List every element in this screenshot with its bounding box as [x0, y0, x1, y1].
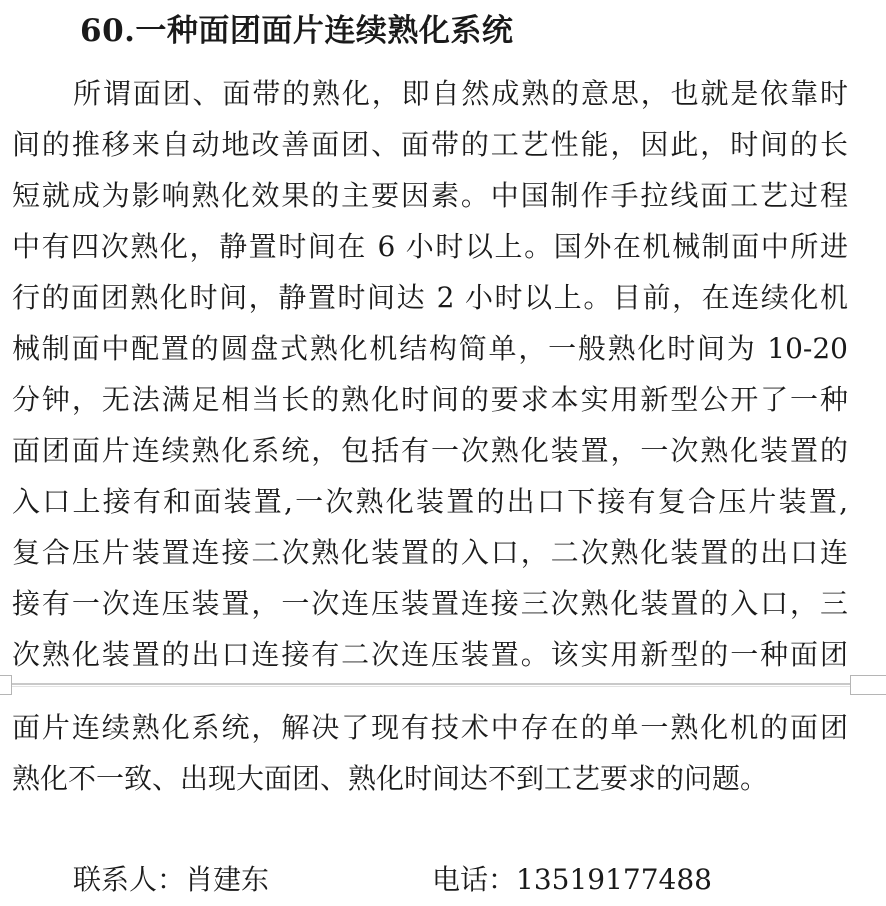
contact-person: 联系人：肖建东	[73, 863, 270, 896]
paragraph-line: 熟化不一致、出现大面团、熟化时间达不到工艺要求的问题。	[12, 762, 769, 795]
document-title: 60.一种面团面片连续熟化系统	[80, 13, 514, 49]
paragraph-line: 械制面中配置的圆盘式熟化机结构简单，一般熟化时间为 10-20	[12, 332, 848, 365]
paragraph-line: 面片连续熟化系统，解决了现有技术中存在的单一熟化机的面团	[12, 711, 848, 744]
paragraph-line: 行的面团熟化时间，静置时间达 2 小时以上。目前，在连续化机	[12, 281, 848, 314]
page-corner-mark-right	[850, 675, 886, 695]
paragraph-line: 次熟化装置的出口连接有二次连压装置。该实用新型的一种面团	[12, 638, 848, 671]
paragraph-line: 接有一次连压装置，一次连压装置连接三次熟化装置的入口，三	[12, 587, 848, 620]
page-break-rule	[0, 683, 886, 685]
paragraph-line: 所谓面团、面带的熟化，即自然成熟的意思，也就是依靠时	[73, 77, 848, 110]
paragraph-line: 面团面片连续熟化系统，包括有一次熟化装置，一次熟化装置的	[12, 434, 848, 467]
page-break-separator	[0, 680, 886, 692]
contact-phone: 电话：13519177488	[432, 863, 712, 896]
paragraph-line: 入口上接有和面装置,一次熟化装置的出口下接有复合压片装置,	[12, 485, 848, 518]
paragraph-line: 分钟，无法满足相当长的熟化时间的要求本实用新型公开了一种	[12, 383, 848, 416]
page-corner-mark-left	[0, 675, 12, 695]
paragraph-line: 中有四次熟化，静置时间在 6 小时以上。国外在机械制面中所进	[12, 230, 848, 263]
paragraph-line: 间的推移来自动地改善面团、面带的工艺性能，因此，时间的长	[12, 128, 848, 161]
paragraph-line: 复合压片装置连接二次熟化装置的入口，二次熟化装置的出口连	[12, 536, 848, 569]
paragraph-line: 短就成为影响熟化效果的主要因素。中国制作手拉线面工艺过程	[12, 179, 848, 212]
page-break-rule-shadow	[0, 686, 886, 687]
